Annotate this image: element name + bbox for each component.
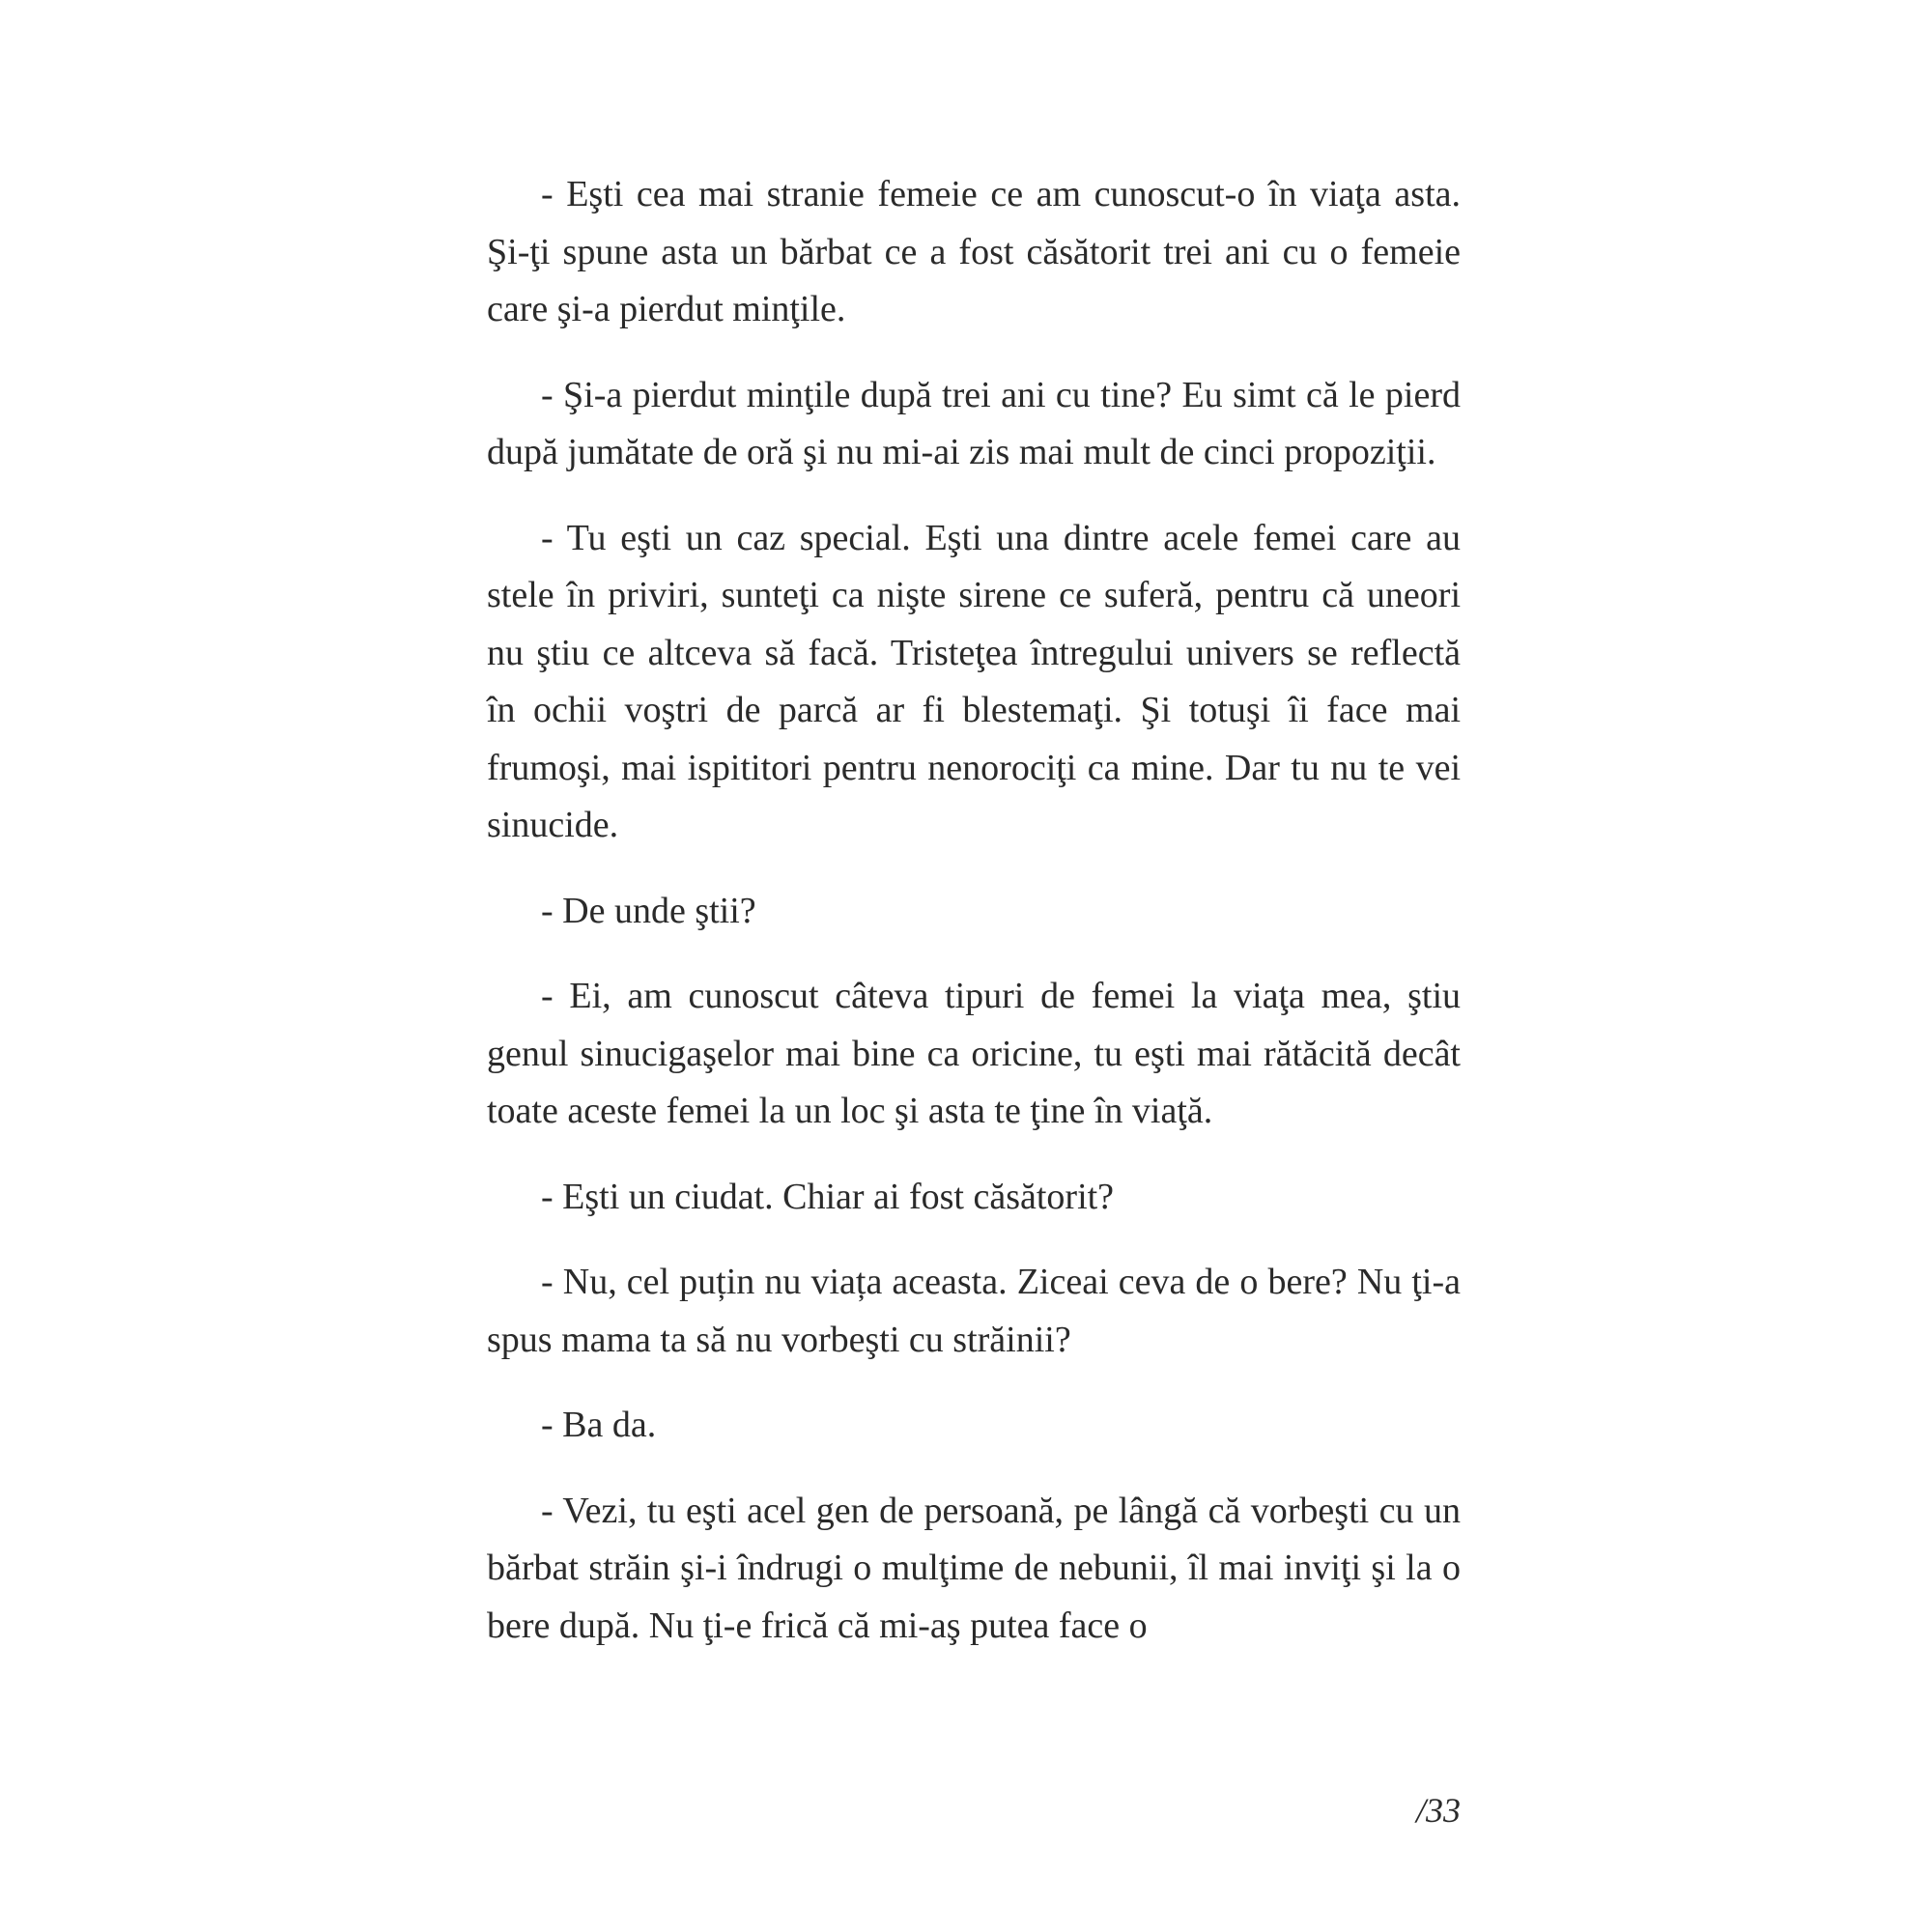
paragraph: - Vezi, tu eşti acel gen de persoană, pe lângă că vorbeşti cu un bărbat străin şi-i îndrugi o mulţime de nebunii, îl mai inviţi şi la o bere după. Nu ţi-e frică că mi-aş putea face o <box>487 1490 1461 1646</box>
paragraph: - Tu eşti un caz special. Eşti una dintre acele femei care au stele în priviri, sunteţi ca nişte sirene ce suferă, pentru că uneori nu ştiu ce altceva să facă. Tristeţea întregului univers se reflectă în ochii voştri de parcă ar fi blestemaţi. Şi totuşi îi face mai frumoşi, mai ispititori pentru nenorociţi ca mine. Dar tu nu te vei sinucide. <box>487 517 1461 845</box>
paragraph: - Eşti un ciudat. Chiar ai fost căsătorit? <box>541 1176 1115 1217</box>
paragraph: - Şi-a pierdut minţile după trei ani cu tine? Eu simt că le pierd după jumătate de oră şi nu mi-ai zis mai mult de cinci propoziţii. <box>487 374 1461 472</box>
body-text <box>487 166 1461 1683</box>
page-number: /33 <box>1415 1791 1461 1830</box>
paragraph: - Eşti cea mai stranie femeie ce am cunoscut-o în viaţa asta. Şi-ţi spune asta un bărbat ce a fost căsătorit trei ani cu o femeie care şi-a pierdut minţile. <box>487 174 1461 329</box>
paragraph: - Nu, cel puțin nu viața aceasta. Ziceai ceva de o bere? Nu ţi-a spus mama ta să nu vorbeşti cu străinii? <box>487 1262 1461 1360</box>
paragraph: - Ba da. <box>541 1405 657 1445</box>
paragraph: - De unde ştii? <box>541 890 756 931</box>
paragraph: - Ei, am cunoscut câteva tipuri de femei la viaţa mea, ştiu genul sinucigaşelor mai bine ca oricine, tu eşti mai rătăcită decât toate aceste femei la un loc şi asta te ţine în viaţă. <box>487 976 1461 1131</box>
